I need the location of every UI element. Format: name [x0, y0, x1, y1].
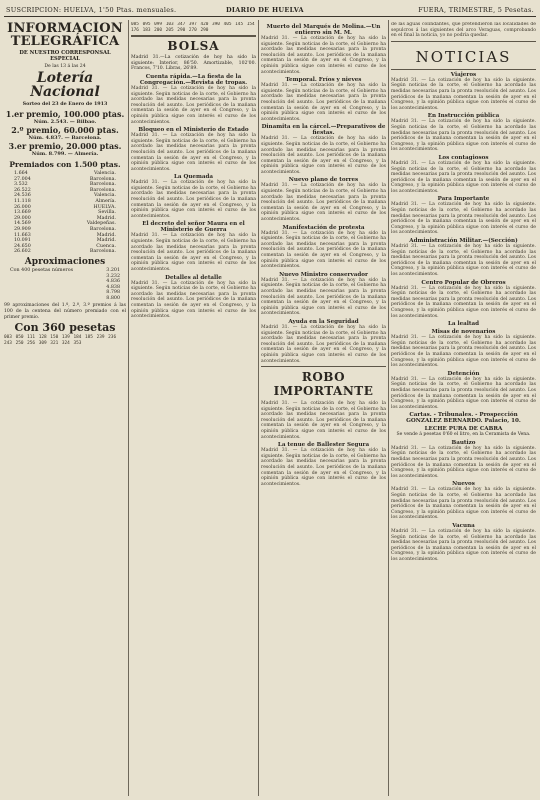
section-title: Bautizo [451, 439, 476, 446]
aprox-text: 99 aproximaciones del 1.º, 2.º, 3.º premios á las 100 de la centena del número premiado con el primer premio. [4, 303, 126, 320]
article-text: Madrid 31. — La cotización de hoy ha sido la siguiente. Según noticias de la corte, el Gobierno ha acordado las medidas necesarias para la pronta resolución del asunto. Los periódicos de la mañana comentan la sesión de ayer en el Congreso, y la opinión pública sigue con interés el curso de los acontecimientos. [391, 160, 536, 194]
prize-1-info: Núm. 2.543. — Bilbao. [33, 119, 97, 125]
article-text: Madrid 31. — La cotización de hoy ha sido la siguiente. Según noticias de la corte, el Gobierno ha acordado las medidas necesarias para la pronta resolución del asunto. Los periódicos de la mañana comentan la sesión de ayer en el Congreso, y la opinión pública sigue con interés el curso de los acontecimientos. [391, 119, 536, 153]
premiados-list [4, 171, 126, 255]
section-title: Dinamita en la cárcel.—Preparativos de fiestas. [261, 124, 386, 137]
article-text: Madrid 31. — La cotización de hoy ha sido la siguiente. Según noticias de la corte, el Gobierno ha acordado las medidas necesarias para la pronta resolución del asunto. Los periódicos de la mañana comentan la sesión de ayer en el Congreso, y la opinión pública sigue con interés el curso de los acontecimientos. [391, 376, 536, 410]
masthead-title: DIARIO DE HUELVA [226, 6, 304, 14]
divider [131, 35, 256, 37]
column-rule [258, 20, 259, 796]
premiado-number: 1.664 [14, 171, 28, 176]
section-title: Temporal. Fríos y nieves [285, 77, 362, 84]
time-range: De las 13 á las 24 [44, 64, 86, 69]
subheadline: DE NUESTRO CORRESPONSAL ESPECIAL [19, 50, 111, 62]
premiado-city: Valencia. [94, 193, 116, 199]
section-title: Administración Militar.—(Sección) [409, 238, 518, 245]
column-4 [391, 22, 536, 797]
article-text: Madrid 31. — La cotización de hoy ha sido la siguiente. Según noticias de la corte, el Gobierno ha acordado las medidas necesarias para la pronta resolución del asunto. Los periódicos de la mañana comentan la sesión de ayer en el Congreso, y la opinión pública sigue con interés el curso de los acontecimientos. [131, 280, 256, 320]
premiado-city: Barcelona. [89, 182, 116, 188]
aprox-number: 3.232 [106, 273, 120, 279]
section-title: Los contagiosos [438, 154, 489, 161]
aprox-row [10, 296, 120, 302]
divider [391, 41, 536, 42]
section-title: Viajeros [450, 71, 477, 78]
aprox-label: Con 400 pesetas números [10, 267, 74, 273]
article-text: Madrid 31. — La cotización de hoy ha sido la siguiente. Según noticias de la corte, el Gobierno ha acordado las medidas necesarias para la pronta resolución del asunto. Los periódicos de la mañana comentan la sesión de ayer en el Congreso, y la opinión pública sigue con interés el curso de los acontecimientos. [391, 244, 536, 277]
premiado-number: 29.000 [14, 215, 31, 221]
article-text: Madrid 31. — La cotización de hoy ha sido la siguiente. Según noticias de la corte, el Gobierno ha acordado las medidas necesarias para la pronta resolución del asunto. Los periódicos de la mañana comentan la sesión de ayer en el Congreso, y la opinión pública sigue con interés el curso de los acontecimientos. [131, 233, 256, 272]
aprox-number: 4.836 [106, 279, 120, 285]
article-text: Madrid 31. — La cotización de hoy ha sido la siguiente. Según noticias de la corte, el Gobierno ha acordado las medidas necesarias para la pronta resolución del asunto. Los periódicos de la mañana comentan la sesión de ayer en el Congreso, y la opinión pública sigue con interés el curso de los acontecimientos. [261, 401, 386, 440]
draw-date: Sorteo del 23 de Enero de 1913 [22, 101, 108, 107]
divider [261, 366, 386, 367]
prize-1: 1.er premio, 100.000 ptas. [5, 109, 125, 119]
aprox-number: 3.201 [106, 267, 120, 273]
premiado-city: Cuenca. [96, 243, 116, 249]
section-title: Manifestación de protesta [282, 224, 365, 231]
column-2 [131, 22, 256, 797]
number-list [131, 22, 256, 33]
premiado-city: Barcelona. [89, 249, 116, 255]
premiado-city: Madrid. [96, 215, 116, 221]
premiado-number: 3.532 [14, 182, 28, 188]
premiado-number: 26.000 [14, 204, 31, 210]
premiado-number: 26.602 [14, 249, 31, 255]
premiados-title: Premiados con 1.500 ptas. [9, 160, 121, 169]
section-title: Muerto del Marqués de Molina.—Un entierro sin M. M. [266, 24, 381, 36]
section-title: Detalles al detalle [165, 274, 222, 281]
premiado-city: Almería. [95, 198, 116, 204]
section-title: Detención [447, 370, 480, 377]
premiado-number: 26.522 [14, 187, 31, 193]
number-list [4, 335, 126, 346]
article-text: Madrid 31. — La cotización de hoy ha sido la siguiente. Según noticias de la corte, el Gobierno ha acordado las medidas necesarias para la pronta resolución del asunto. Los periódicos de la mañana comentan la sesión de ayer en el Congreso, y la opinión pública sigue con interés el curso de los acontecimientos. [391, 202, 536, 236]
aprox-number: 8.800 [106, 295, 120, 301]
noticias-title: NOTICIAS [415, 47, 512, 66]
section-title: Cartas. - Tribunales. - Prospección GONZALEZ BERNARDO. Palacio, 10. [406, 412, 521, 425]
section-title: Nuevo plano de torres [288, 177, 359, 184]
section-title: Misas de novenarios [431, 329, 496, 336]
section-title: Centro Popular de Obreros [421, 279, 506, 286]
premiado-city: Valencia. [94, 171, 116, 176]
section-title: Para Importante [437, 196, 490, 203]
masthead [4, 4, 536, 17]
section-title: La Quemada [173, 174, 214, 181]
masthead-subscription: SUSCRIPCION: HUELVA, 1'50 Ptas. mensuales. [6, 6, 177, 14]
robo-title: ROBO IMPORTANTE [273, 370, 374, 399]
section-title: Nuevo Ministro conservador [279, 271, 368, 278]
premiado-number: 14.569 [14, 221, 31, 227]
section-title: En Instrucción pública [427, 113, 500, 120]
article-text: Madrid 31. — La cotización de hoy ha sido la siguiente. Según noticias de la corte, el Gobierno ha acordado las medidas necesarias para la pronta resolución del asunto. Los periódicos de la mañana comentan la sesión de ayer en el Congreso, y la opinión pública sigue con interés el curso de los acontecimientos. [261, 324, 386, 364]
section-title: LECHE PURA DE CABRA [424, 426, 503, 433]
article-text: Madrid 31. — La cotización de hoy ha sido la siguiente. Según noticias de la corte, el Gobierno ha acordado las medidas necesarias para la pronta resolución del asunto. Los periódicos de la mañana comentan la sesión de ayer en el Congreso, y la opinión pública sigue con interés el curso de los acontecimientos. [391, 529, 536, 562]
section-title: Vacuna [452, 523, 475, 529]
premiado-city: Valdepeñas. [86, 221, 116, 227]
headline-info-telegrafica: INFORMACIÓN TELEGRÁFICA [7, 22, 123, 49]
column-rule [128, 20, 129, 796]
premiado-city: Barcelona. [89, 187, 116, 193]
premiado-city: HUELVA. [93, 204, 116, 210]
article-text: Madrid 31. — La cotización de hoy ha sido la siguiente. Según noticias de la corte, el Gobierno ha acordado las medidas necesarias para la pronta resolución del asunto. Los periódicos de la mañana comentan la sesión de ayer en el Congreso, y la opinión pública sigue con interés el curso de los acontecimientos. [261, 136, 386, 175]
article-text: Madrid 31. — La cotización de hoy ha sido la siguiente. Según noticias de la corte, el Gobierno ha acordado las medidas necesarias para la pronta resolución del asunto. Los periódicos de la mañana comentan la sesión de ayer en el Congreso, y la opinión pública sigue con interés el curso de los acontecimientos. [261, 183, 386, 223]
premiado-number: 29.909 [14, 226, 31, 232]
premiado-city: Madrid. [96, 232, 116, 238]
aprox-title: Aproximaciones [24, 256, 106, 267]
article-text: Madrid 31. — La cotización de hoy ha sido la siguiente. Según noticias de la corte, el Gobierno ha acordado las medidas necesarias para la pronta resolución del asunto. Los periódicos de la mañana comentan la sesión de ayer en el Congreso, y la opinión pública sigue con interés el curso de los acontecimientos. [261, 36, 386, 75]
section-title: El decreto del señor Maura en el Ministerio de Guerra [142, 221, 245, 234]
premiado-city: Madrid. [96, 238, 116, 244]
premiado-city: Sevilla. [98, 210, 116, 216]
article-text: Madrid 31. — La cotización de hoy ha sido la siguiente. Según noticias de la corte, el Gobierno ha acordado las medidas necesarias para la pronta resolución del asunto. Los periódicos de la mañana comentan la sesión de ayer en el Congreso, y la opinión pública sigue con interés el curso de los acontecimientos. [131, 133, 256, 172]
aprox-list [4, 268, 126, 302]
article-text: Madrid 31. — La cotización de hoy ha sido la siguiente. Según noticias de la corte, el Gobierno ha acordado las medidas necesarias para la pronta resolución del asunto. Los periódicos de la mañana comentan la sesión de ayer en el Congreso, y la opinión pública sigue con interés el curso de los acontecimientos. [261, 277, 386, 317]
section-title: Cuenta rápida.—La fiesta de la Congregación.—Revista de tropas. [139, 73, 248, 86]
bolsa-title: BOLSA [167, 39, 220, 54]
article-text: Madrid 31. — La cotización de hoy ha sido la siguiente. Según noticias de la corte, el Gobierno ha acordado las medidas necesarias para la pronta resolución del asunto. Los periódicos de la mañana comentan la sesión de ayer en el Congreso, y la opinión pública sigue con interés el curso de los acontecimientos. [391, 445, 536, 479]
prize-2-info: Núm. 4.837. — Barcelona. [28, 135, 102, 141]
article-text: Madrid 31. — La cotización de hoy ha sido la siguiente. Según noticias de la corte, el Gobierno ha acordado las medidas necesarias para la pronta resolución del asunto. Los periódicos de la mañana comentan la sesión de ayer en el Congreso, y la opinión pública sigue con interés el curso de los acontecimientos. [391, 335, 536, 369]
leche-text: Se vende á pesetas 0'60 el litro, en la Ceramista de Vena. [396, 432, 531, 438]
section-title: Ayuda en la Seguridad [288, 318, 359, 325]
section-title: Bloqueo en el Ministerio de Estado [138, 127, 249, 134]
aprox-number: 8.798 [106, 290, 120, 296]
number-row: 085 095 099 103 347 397 420 390 405 145 154 176 183 200 205 290 270 290 [131, 22, 255, 33]
article-text: Madrid 31. — La cotización de hoy ha sido la siguiente. Según noticias de la corte, el Gobierno ha acordado las medidas necesarias para la pronta resolución del asunto. Los periódicos de la mañana comentan la sesión de ayer en el Congreso, y la opinión pública sigue con interés el curso de los acontecimientos. [391, 285, 536, 319]
article-text: Madrid 31. — La cotización de hoy ha sido la siguiente. Según noticias de la corte, el Gobierno ha acordado las medidas necesarias para la pronta resolución del asunto. Los periódicos de la mañana comentan la sesión de ayer en el Congreso, y la opinión pública sigue con interés el curso de los acontecimientos. [391, 77, 536, 111]
number-row: 003 050 111 128 150 139 184 185 239 236 243 250 256 309 321 324 353 [4, 335, 117, 346]
premiado-number: 27.004 [14, 176, 31, 182]
prize-3-info: Núm. 8.799. — Almería. [31, 151, 99, 157]
premiado-city: Barcelona. [89, 226, 116, 232]
section-title: La tenue de Ballester Segura [277, 442, 370, 449]
premiado-city: Barcelona. [89, 176, 116, 182]
lottery-title: Lotería Nacional [30, 70, 100, 100]
prize-3: 3.er premio, 20.000 ptas. [8, 141, 122, 151]
column-3 [261, 22, 386, 797]
column-rule [388, 20, 389, 796]
prize-2: 2.º premio, 60.000 ptas. [11, 125, 119, 135]
column-1 [4, 22, 126, 797]
article-text: Madrid 31. — La cotización de hoy ha sido la siguiente. Según noticias de la corte, el Gobierno ha acordado las medidas necesarias para la pronta resolución del asunto. Los periódicos de la mañana comentan la sesión de ayer en el Congreso, y la opinión pública sigue con interés el curso de los acontecimientos. [131, 180, 256, 219]
section-title: Nuevos [452, 481, 475, 488]
divider [391, 69, 536, 70]
premiado-number: 11.663 [14, 232, 31, 238]
aprox-number: 4.838 [106, 284, 120, 290]
bolsa-text: Madrid 31.—La cotización de hoy ha sido la siguiente: Interior, 86'50. Amortizable, 102'00. Francos, 7'10. Libras, 26'89. [131, 55, 256, 72]
premiado-number: 24.650 [14, 243, 31, 249]
section-title: La lealtad [447, 321, 480, 328]
article-text: Madrid 31. — La cotización de hoy ha sido la siguiente. Según noticias de la corte, el Gobierno ha acordado las medidas necesarias para la pronta resolución del asunto. Los periódicos de la mañana comentan la sesión de ayer en el Congreso, y la opinión pública sigue con interés el curso de los acontecimientos. [391, 487, 536, 521]
premiado-number: 11.118 [14, 198, 31, 204]
article-text: Madrid 31. — La cotización de hoy ha sido la siguiente. Según noticias de la corte, el Gobierno ha acordado las medidas necesarias para la pronta resolución del asunto. Los periódicos de la mañana comentan la sesión de ayer en el Congreso, y la opinión pública sigue con interés el curso de los acontecimientos. [131, 85, 256, 125]
article-text: Madrid 31. — La cotización de hoy ha sido la siguiente. Según noticias de la corte, el Gobierno ha acordado las medidas necesarias para la pronta resolución del asunto. Los periódicos de la mañana comentan la sesión de ayer en el Congreso, y la opinión pública sigue con interés el curso de los acontecimientos. [261, 230, 386, 270]
premiado-number: 13.669 [14, 210, 31, 216]
article-text: Madrid 31. — La cotización de hoy ha sido la siguiente. Según noticias de la corte, el Gobierno ha acordado las medidas necesarias para la pronta resolución del asunto. Los periódicos de la mañana comentan la sesión de ayer en el Congreso, y la opinión pública sigue con interés el curso de los acontecimientos. [261, 448, 386, 487]
con-360-title: Con 360 pesetas [14, 321, 116, 335]
premiado-number: 10.091 [14, 238, 31, 244]
premiado-number: 24.536 [14, 193, 31, 199]
masthead-price: FUERA, TRIMESTRE, 5 Pesetas. [418, 6, 534, 14]
article-text: de las aguas colindantes, que pretendieron las localidades de sepulcros á las siguientes del arco Veraguas, comprobando en el final la noticia, yo no podría quedar. [391, 22, 536, 39]
article-text: Madrid 31. — La cotización de hoy ha sido la siguiente. Según noticias de la corte, el Gobierno ha acordado las medidas necesarias para la pronta resolución del asunto. Los periódicos de la mañana comentan la sesión de ayer en el Congreso, y la opinión pública sigue con interés el curso de los acontecimientos. [261, 83, 386, 122]
premiado-row [14, 249, 116, 255]
